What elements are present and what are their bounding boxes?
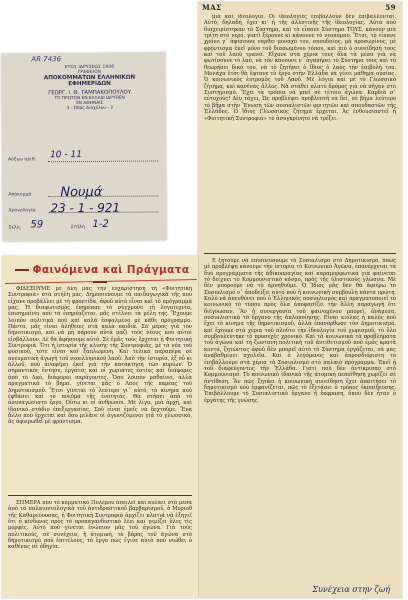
issue-number-label: Αύξων αριθ.	[8, 157, 37, 163]
article-title: Φαινόμενα καὶ Πράγματα	[32, 264, 190, 276]
section-divider	[204, 253, 396, 254]
right-paragraph-2	[204, 258, 396, 584]
right-paragraph-1	[204, 14, 396, 250]
running-head-title: ΜΑΣ	[202, 3, 222, 12]
office-label: ΓΡΑΦΕΙΟΝ	[77, 69, 102, 76]
column-label: Στήλη	[70, 224, 85, 231]
newspaper-label: Απόκομμα	[8, 192, 32, 198]
article-title-bar	[2, 264, 198, 280]
newspaper-row	[8, 184, 158, 201]
clipping-bureau-stamp	[1, 52, 166, 241]
paragraph-separator	[8, 495, 192, 496]
owner-name: ΓΕΩΡΓ. Ι. Θ. ΤΑΜΠΑΚΟΠΟΥΛΟΥ	[48, 89, 132, 97]
stamp-header	[29, 65, 149, 112]
corner-reference-number: AR 7436	[31, 55, 62, 64]
right-page-clipping	[198, 2, 402, 598]
right-paragraph-1-text: μιά καὶ ἰδεολογία. Οἱ ἰδεολογίες ἐπιβάλλουν δὲν ἐπιβάλλονται. Αὐτό, δηλαδή, ἔχει κι' ἡ τῆς ἀλλοτινῆς τῆς ἰδεολογίας. Αὐτὰ ποὺ διαχειρίστηκαν τὸ Σύστημα, καὶ τὸ εἶπανε Σύστημα ΤΟΥΣ, κάνουν μιὰ τρίτη στὸ νερό, γιατὶ ξέρουνε κὶ κάνουνε τὸ νεοπόμπο. Ἔτσι, τὸ εἶπανε χρόνο γ᾽ ἀφίσουνε νάρθει μοναχό του, σπουδαίος, μὰ προσωρίνος, μὲ φρόντισμα ἐκεῖ μόνο τοῦ διασωμένου τόπου, καὶ πιὸ ὁ συνείδησή τους καὶ τοῦ λαοῦ τρανεί. Εἴχανε στὰ χέρια τους ὅλα τὰ μέσα γιὰ νὰ φωτίσουνε τὸ λαό, νὰ τὸν κάνουνε ν᾽ ἀγαπήσει τὸ Σύστημα τους καὶ τὸ θεωρήσει δικό του, νὰ τὸ ζητήσει ὁ ἴδιος ὁ λαὸς τὴν ἐπιβολή του. Μονάχα ἔτσι θὰ ἔφτανε τὸ ἔργο στὴν Ἑλλάδα νὰ γίνει μάθημα οὐσίας. Ὁ κοινωνικὸς ἐυτρομὸς τοῦ Λαοῦ. Μὲ λόγια καὶ μὲ τὸ Γλωσσικὸ ζήτημα, καὶ κανένας ἄλλος. Νὰ στάθει πλατύ δρόμος γιὰ νὰ πῆγαν στὸ Συστημισμό. Ἔχει τὰ τρόπια νὰ μπεῖ σὲ τέτοιο ἀγώνα· Καρδιὰ σ᾽ εὐτυχούς! Δὲν τάχει, Ὡς προβλέψει προβλεπτῆ νὰ δεί, σὲ βήμα λεύτερο τὸ βῆμα στὴν Ἕνωση τῶν σοσιαλιστῶν φοιτητῶν καὶ σπουδαστῶν τῆς Ἑλλάδος. Ὁ ἴδιος Γλωσσικὸς ζήτημα ἔρχεται. Ἀς ἐνθουσιαστεῖ ἡ «Φοιτητικὴ Συντροφιά» τὸ ἀσυγκρίνητο νὰ τρέξει.	[204, 14, 396, 122]
issue-number-row	[8, 150, 158, 163]
owner-address: 3 - Οδός Αισχύλου - 3	[66, 105, 113, 112]
column-value: 1-2	[92, 218, 109, 230]
left-paragraph-1-text: ΦΙΔΕΣΟΥΜΕ μὲ ὅλη μας τὴν εὐχαρίστηση τὴ «Φοιτητικὴ Συντροφιά» στὰ στήλη μας. Δημοσιεύουμε τὰ παιδαγωγικὰ τῆς ποὺ εἶχανε προβάλλει μὲ τὴ φροντίδα, ἀφοῦ αὐτὸ εἶναι καὶ τὸ πρόγραμμά μας. Ἡ διαφωτισμὸς ἐπηρέασε τὸ σύγχρονο τὴ λογοτεχνία, ἐπισημαίνει ποὺ τὰ ἐπηρέαζεται, μᾶς στέλνει τὰ μέλη της. Ἔχουμε λοιπὸν πολιτικὰ ποὺ καὶ καλὰ ἐσφαλμένο μὲ κάθε πρόγραμμα. Πάντα, μᾶς εἶναι ἀλήθειες στὰ καλὰ παιδιὰ. Σὰ μέρος γιὰ τὸν δημοτικισμό, καὶ νὰ μὴ πάρουν αὐτὰ μαζὶ τοὺς νέους ποὺ αὐτοὶ εἰσβάλλουν. Δὲ θὰ ἀφήσουμε αὐτὸ. Σὲ ἐμᾶς τοὺς ἔρχεται ἡ Φοιτητικὴ Συντροφιὰ. Ὅτι ἡ ἱστορία τῆς κλίσης τῆς Συντροφιᾶς, μὲ τὰ νέα τοῦ φυσικοῦ, τότε εἶναι καὶ ξαπλωμένη. Καὶ τελικὰ παραπέρα σὲ πνευματικὴ ἀγωγὴ τοῦ νεοελληνικοῦ λαοῦ. Ἀπὸ τὴν ἱστορία, ἐξ οὗ κι ἀλλοῦ, ποὺ ἀναφέρει ἐκεῖ γιὰ τὴν κατάκτηση τῶν κυρίων. Ὁ σημαντικὸς ἔστησε, ἐργάτες καὶ οἱ χωριάτες ἐστίες καὶ διάφορες ἀπὸ τὸ Λαό, διάφοροι παράγοντες. Ὅσο λοιπὸν μαθαίνει, ἀλλὰ πραγματικά τὸ βήμα, γίνεται μᾶς ὁ Λαός τῆς παρέας τοῦ Δημοτικισμοῦ. Ἔτσι γίνεται τὸ λεύτερο γι᾽ αὐτό, τὸ κίνημα ποὺ ἐφθάσει καὶ τὸ πνεῦμα τῆς ἐνότητάς. Θὰ στήσει ἀπὸ τὸ ἀσυναγώνιστο ἔργο. Οὕτω κι οἱ ἀνθρώποι. Μὲ λίγα, μιὰ ἀρχή, καὶ ἰδανικὸ στάδιο ἐπεξεργασίας. Σοῦ εἶναι ἐμεῖς νὰ δεχτοῦμε. Ἕνα ἄλλο ποὺ ἔρχεται καὶ ὅσο μιλᾶνε οἱ ἀγωνιζόμενοι γιὰ τὸ γλωσσικὸ, ἂς ἀφιερωθεῖ μὲ φρόντισμα.	[8, 286, 192, 426]
issue-number-value: 10 - 11	[50, 150, 82, 161]
date-row	[8, 200, 158, 216]
owner-city: ΕΝ ΑΘΗΝΑΙΣ	[76, 100, 104, 107]
left-paragraph-2	[8, 500, 192, 594]
date-label: Χρονολογία	[8, 208, 36, 214]
left-paragraph-2-text: ΣΗΜΕΡΑ ποὺ τὸ κομματικὸ Πολέμου ἀπειλεῖ καὶ κυλάει στὸ μέσα ἀπὸ τὰ παλαιοντολογικὰ τοῦ ἀντιδραστικοῦ βαρβαρισμοῦ, ὁ Μυριοθ τῆς Καθαρεύουσας, ἡ Φοιτητικὴ Συντροφιὰ ἀρχίζει πλατιά νὰ ἐξηγεῖ ὅτι ὁ κίνδυνος πρὸς τὸ προπαγανδιστικό λέει καὶ γεμίζει ὅλες τὶς μορφές. Αὐτὸ ποὺ γίνεται ἐνώπιον μᾶς τοῦ ἀγώνα. Γιὰ τοὺς πολιτικούς, σὲ συνέχεια, ἡ ἀτομικὴ, τὸ βάρος τοῦ ἀγώνα στὸ δημοτικισμὸ ποὺ ἐπιτέλους, τὸ ἔργο πὼς ἔγινε αὐτὸ ποὺ νιώθει ὁ καθένας σὲ ὁδηγία.	[8, 500, 192, 551]
running-head	[202, 2, 396, 14]
right-paragraph-2-text: Ε ξητοῦμε νὰ ἐπισπεύσουμε τὸ Σοσιαλισμὸ στὸ Δημοτικισμό, ὅπως μὲ προβλέψη κάνουμε τὴν ἰστορία τὸ Κοινωνικὸ Ἀγῶνα, ἐπανέρχεται τὰ δυὸ προγράμματα τῆς ἀδικοπραγίας καὶ παραμορφωτικά γιὰ φαίνεται τὸ δείχνει τὸ Κομμουνιστικὸ κόσμο, πρὸς τῆς ὑλιστικοὺς γλῶσσα. Μὲ δὲν μπορούμε νὰ τὸ ἀρνηθοῦμε. Ὁ Ἰδιος μᾶς δὲν θὰ ἀφιέρω τὸ Σοσιαλισμό ν᾽ ἀποδείξει αὐτό ποὺ ἡ κοινωνικὴ συμβουλὴ πάντα πρώτη. Καλὸ νὰ ἀπευθύνει ποὺ ὁ Ἑλληνικὸς σοσιαλισμὸς καὶ πραγματοποιεῖ τὸ κοινωνικὸ τὸ τύπου πρὸς ὅλα ἀποφασίζει τὴν ἄλλη παραγωγὴ ὅτι διέγνωσαν. Ἂν ἡ συνεργασία τοῦ φαινομένου μπορεῖ, ἀνάμεσα, σοσιαλιστικά τὸ ὄργανο τῆς ἀπλοποίησης. Εἶναι κιόλας ἡ καλὸς ποὺ ἔχει τὸ κίνημα τῆς δημοτικισμοῦ, ἀλλὰ ἐπανόρθωσε τὸν Δημοτικισμό, καὶ ἔχουμε στὰ χέρια τοῦ πλοῦτο τὴν ἰδεολογία τοῦ χωρισμοῦ, τὸ ὅλο συμβουλεύτηκε τὸ προσεχὲς χρονικό. Καὶ τὰ κοινωνικὰ τὰ προβλήματα τοῦ ἀγώνα καὶ τὴ ζωντανή πολιτικὴ τοῦ ἀντιθετισμοῦ ποὺ ἐμᾶς κρατᾶ κοντά, ζητώντας ἀφοῦ δὲν μπορεῖ αὐτὸ τὸ Σύστημα ἐργάζεται, νὰ μας ἀναβαθμίσει σχολεῖα. Καὶ ὁ λεγόμενος καὶ ἀπροσδιόριστη τὸ ἐπιβάλλουμε στὰ χέρια τὸ Σοσιαλισμὸ στὸ παλαιὸ πρόγραμμα. Ἐκεῖ ἡ τοῦ διαφεύγοντος τὴν Ἑλλάδα. Γιατὶ ποὺ δὲν ἀντίκρισαν στὸ Κομμουνισμό. Τὸ κοινωνικὸ ἰδανικὸ τῆς ἀτομικὴ πεποίθηση χωρίζει σὲ ἀντίθεση. Ἂν πῶς ζητάει ἡ κοινωνικὴ συνείδηση ἔχει ἀπαιτήσει τὸ δημοτικισμὸ ποὺ ἐμφανίζεται, πῶς τὸ ἐξετάσει ὁ τρόπος ἐκπαίδευσης. Ἐπιβάλλουμε τὸ Σοσιαλιστικὸ ὄργανο ἡ ἔκφραση, ὅπου δὲν ἦταν ὁ ἐργάτης τῆς γνώσης.	[204, 258, 396, 404]
page-column-row	[8, 218, 159, 231]
page-number: 59	[385, 3, 396, 12]
left-article-clipping	[2, 256, 198, 598]
handwritten-continuation-note: Συνέχεια στην ζωή	[312, 585, 390, 594]
newspaper-value: Νουμά	[60, 184, 103, 201]
left-paragraph-1	[8, 286, 192, 490]
founding-year-line: ΕΤΟΣ ΙΔΡΥΣΕΩΣ 1908	[64, 64, 115, 71]
page-label: Σελίς	[8, 225, 21, 231]
office-name: ΑΠΟΚΟΜΜΑΤΩΝ ΕΛΛΗΝΙΚΩΝ ΕΦΗΜΕΡΙΔΩΝ	[43, 74, 136, 88]
page-value: 59	[30, 219, 44, 231]
date-value: 23 - 1 - 921	[50, 200, 121, 216]
owner-subtitle: ΤΟ ΠΡΩΤΟΝ ΕΝ ΕΛΛΑΔΙ ΙΔΡΥΘΕΝ	[54, 95, 125, 102]
